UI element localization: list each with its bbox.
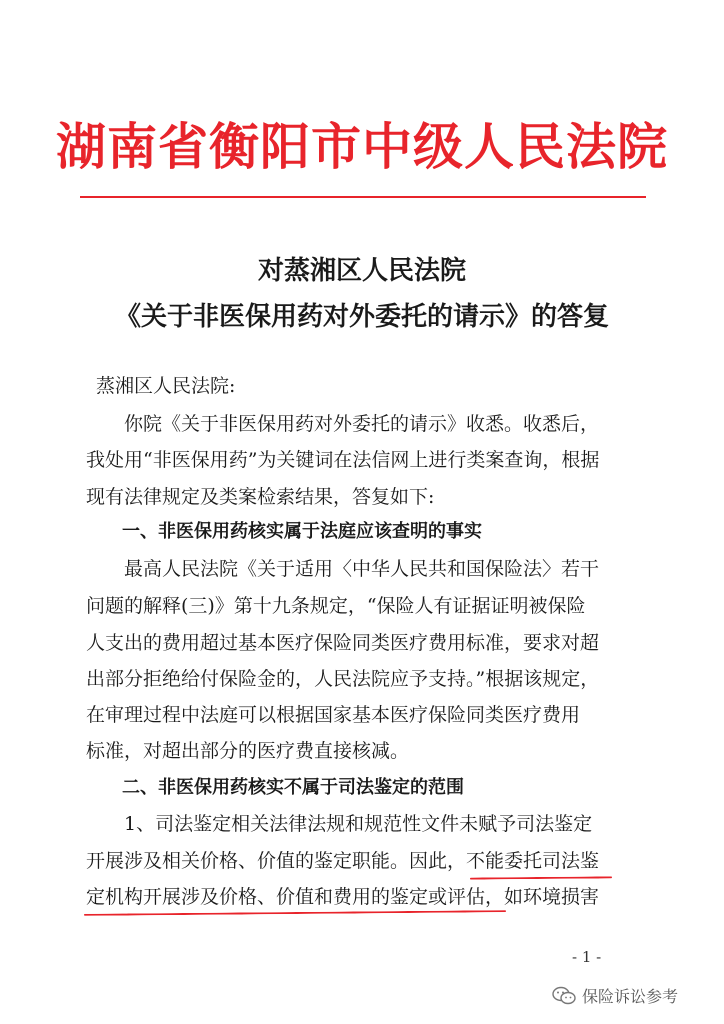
paragraph-line: 问题的解释(三)》第十九条规定，“保险人有证据证明被保险: [86, 595, 586, 617]
paragraph-line: 开展涉及相关价格、价值的鉴定职能。因此，不能委托司法鉴: [86, 850, 600, 872]
paragraph-line: 定机构开展涉及价格、价值和费用的鉴定或评估，如环境损害: [86, 886, 600, 908]
court-letterhead: 湖南省衡阳市中级人民法院: [56, 118, 668, 176]
letterhead-divider: [80, 196, 646, 198]
paragraph-line: 在审理过程中法庭可以根据国家基本医疗保险同类医疗费用: [86, 704, 581, 726]
document-title-line1: 对蒸湘区人民法院: [257, 256, 466, 286]
section-heading-1: 一、非医保用药核实属于法庭应该查明的事实: [122, 521, 482, 542]
watermark: [552, 984, 678, 1007]
wechat-icon: [552, 986, 576, 1006]
page-number: - 1 -: [572, 948, 602, 966]
paragraph-line: 现有法律规定及类案检索结果，答复如下:: [86, 486, 435, 508]
watermark-text: 保险诉讼参考: [582, 987, 679, 1006]
section-heading-2: 二、非医保用药核实不属于司法鉴定的范围: [122, 777, 464, 798]
paragraph-line: 标准，对超出部分的医疗费直接核减。: [86, 740, 410, 762]
salutation: 蒸湘区人民法院:: [96, 375, 236, 397]
paragraph-line: 最高人民法院《关于适用〈中华人民共和国保险法〉若干: [124, 558, 600, 580]
paragraph-line: 我处用“非医保用药”为关键词在法信网上进行类案查询，根据: [86, 449, 600, 471]
red-underline-mark: [84, 910, 506, 916]
paragraph-line: 你院《关于非医保用药对外委托的请示》收悉。收悉后，: [124, 413, 600, 435]
document-title-line2: 《关于非医保用药对外委托的请示》的答复: [114, 302, 609, 332]
paragraph-line: 人支出的费用超过基本医疗保险同类医疗费用标准，要求对超: [86, 632, 600, 654]
paragraph-line: 1、司法鉴定相关法律法规和规范性文件未赋予司法鉴定: [124, 813, 593, 835]
red-underline-mark: [470, 876, 612, 879]
paragraph-line: 出部分拒绝给付保险金的，人民法院应予支持。”根据该规定，: [86, 668, 600, 690]
